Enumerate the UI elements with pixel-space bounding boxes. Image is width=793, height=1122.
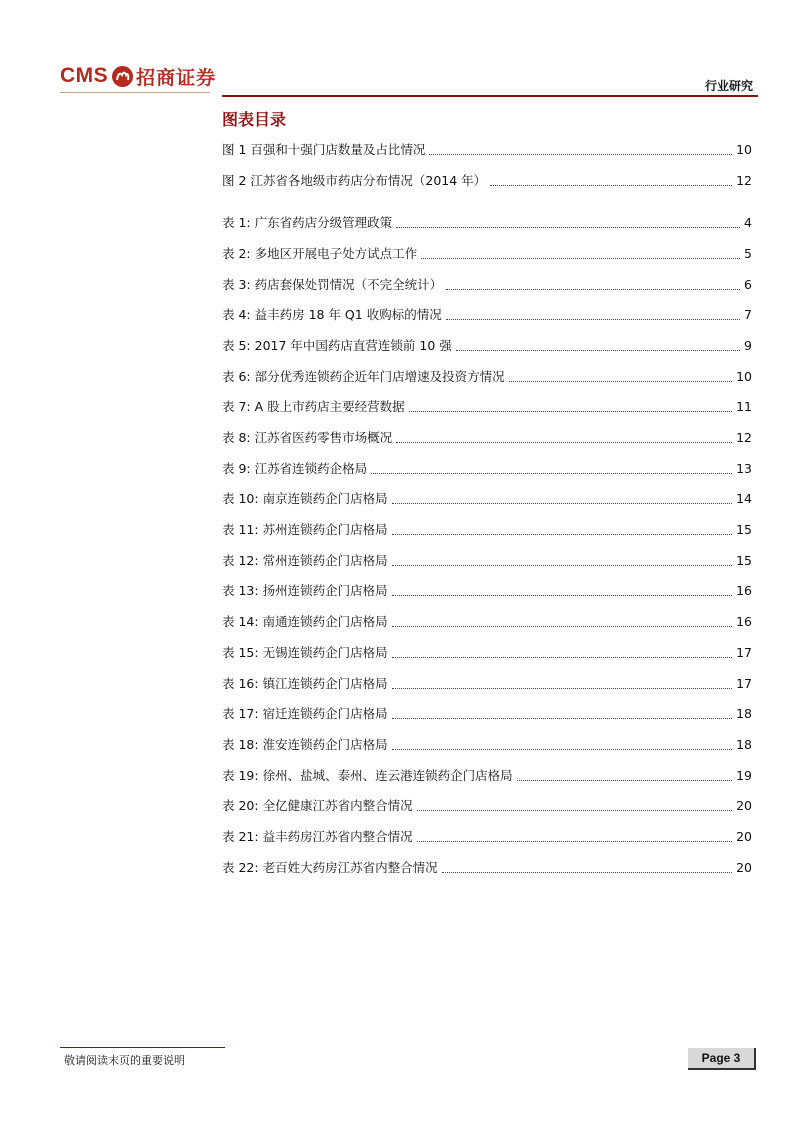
toc-entry-table-4[interactable] (222, 305, 752, 325)
toc-entry-table-21[interactable] (222, 827, 752, 847)
leader-dots (392, 612, 733, 627)
leader-dots (429, 140, 732, 155)
leader-dots (442, 858, 733, 873)
cms-logo (60, 62, 216, 90)
leader-dots (392, 704, 733, 719)
toc-entry-page: 5 (744, 246, 752, 261)
toc-entry-table-6[interactable] (222, 367, 752, 387)
leader-dots (392, 520, 733, 535)
logo-chinese-text: 招商证券 (136, 66, 217, 89)
leader-dots (409, 397, 732, 412)
leader-dots (392, 489, 733, 504)
toc-entry-page: 20 (736, 829, 752, 844)
toc-entry-label: 图 2 江苏省各地级市药店分布情况（2014 年） (222, 173, 487, 188)
leader-dots (392, 551, 733, 566)
leader-dots (490, 171, 732, 186)
toc-entry-label: 表 1: 广东省药店分级管理政策 (222, 215, 393, 230)
toc-entry-label: 表 15: 无锡连锁药企门店格局 (222, 645, 388, 660)
toc-entry-label: 表 5: 2017 年中国药店直营连锁前 10 强 (222, 338, 452, 353)
page-header (0, 0, 793, 100)
toc-entry-label: 表 8: 江苏省医药零售市场概况 (222, 430, 393, 445)
toc-entry-page: 19 (736, 768, 752, 783)
toc-entry-page: 6 (744, 277, 752, 292)
toc-title: 图表目录 (222, 110, 287, 129)
toc-entry-page: 14 (736, 491, 752, 506)
leader-dots (392, 735, 733, 750)
toc-entry-label: 表 18: 淮安连锁药企门店格局 (222, 737, 388, 752)
toc-entry-table-8[interactable] (222, 428, 752, 448)
toc-entry-page: 20 (736, 860, 752, 875)
toc-entry-page: 4 (744, 215, 752, 230)
leader-dots (396, 428, 732, 443)
toc-entry-table-5[interactable] (222, 336, 752, 356)
toc-entry-page: 18 (736, 737, 752, 752)
leader-dots (392, 674, 733, 689)
toc-entry-label: 表 3: 药店套保处罚情况（不完全统计） (222, 277, 443, 292)
leader-dots (392, 643, 733, 658)
toc-entry-figure-1[interactable] (222, 140, 752, 160)
page-number-badge: Page 3 (688, 1048, 756, 1070)
toc-entry-label: 表 10: 南京连锁药企门店格局 (222, 491, 388, 506)
toc-entry-table-12[interactable] (222, 551, 752, 571)
toc-entry-table-14[interactable] (222, 612, 752, 632)
toc-entry-table-17[interactable] (222, 704, 752, 724)
toc-entry-label: 图 1 百强和十强门店数量及占比情况 (222, 142, 426, 157)
toc-entry-table-20[interactable] (222, 796, 752, 816)
toc-entry-page: 13 (736, 461, 752, 476)
toc-entry-label: 表 9: 江苏省连锁药企格局 (222, 461, 368, 476)
toc-entry-page: 15 (736, 553, 752, 568)
leader-dots (421, 244, 740, 259)
toc-entry-page: 16 (736, 614, 752, 629)
toc-entry-page: 7 (744, 307, 752, 322)
toc-entry-label: 表 13: 扬州连锁药企门店格局 (222, 583, 388, 598)
toc-entry-label: 表 21: 益丰药房江苏省内整合情况 (222, 829, 413, 844)
toc-entry-page: 18 (736, 706, 752, 721)
toc-entry-table-15[interactable] (222, 643, 752, 663)
toc-entry-label: 表 7: A 股上市药店主要经营数据 (222, 399, 405, 414)
toc-entry-page: 12 (736, 173, 752, 188)
toc-entry-table-2[interactable] (222, 244, 752, 264)
logo-underline-divider (60, 92, 210, 93)
leader-dots (509, 367, 732, 382)
logo-latin-text: CMS (60, 64, 109, 87)
toc-entry-label: 表 16: 镇江连锁药企门店格局 (222, 676, 388, 691)
toc-entry-label: 表 19: 徐州、盐城、泰州、连云港连锁药企门店格局 (222, 768, 513, 783)
toc-entry-table-13[interactable] (222, 581, 752, 601)
footer-divider (60, 1047, 225, 1048)
leader-dots (517, 766, 733, 781)
leader-dots (396, 213, 740, 228)
toc-entry-table-11[interactable] (222, 520, 752, 540)
toc-entry-table-9[interactable] (222, 459, 752, 479)
toc-entry-label: 表 11: 苏州连锁药企门店格局 (222, 522, 388, 537)
toc-entry-page: 16 (736, 583, 752, 598)
toc-entry-label: 表 17: 宿迁连锁药企门店格局 (222, 706, 388, 721)
toc-entry-label: 表 20: 全亿健康江苏省内整合情况 (222, 798, 413, 813)
toc-entry-page: 10 (736, 369, 752, 384)
leader-dots (456, 336, 740, 351)
leader-dots (446, 275, 740, 290)
toc-entry-table-22[interactable] (222, 858, 752, 878)
leader-dots (392, 581, 733, 596)
toc-entry-label: 表 2: 多地区开展电子处方试点工作 (222, 246, 418, 261)
logo-emblem-icon (112, 66, 133, 87)
leader-dots (371, 459, 732, 474)
toc-entry-table-7[interactable] (222, 397, 752, 417)
toc-entry-label: 表 12: 常州连锁药企门店格局 (222, 553, 388, 568)
toc-entry-table-16[interactable] (222, 674, 752, 694)
toc-entry-page: 10 (736, 142, 752, 157)
disclaimer-note: 敬请阅读末页的重要说明 (64, 1054, 185, 1067)
toc-entry-page: 11 (736, 399, 752, 414)
toc-entry-page: 17 (736, 676, 752, 691)
leader-dots (446, 305, 740, 320)
toc-entry-label: 表 22: 老百姓大药房江苏省内整合情况 (222, 860, 438, 875)
toc-entry-table-1[interactable] (222, 213, 752, 233)
leader-dots (417, 827, 733, 842)
toc-entry-table-18[interactable] (222, 735, 752, 755)
toc-entry-label: 表 14: 南通连锁药企门店格局 (222, 614, 388, 629)
toc-entry-page: 9 (744, 338, 752, 353)
toc-entry-page: 20 (736, 798, 752, 813)
toc-entry-page: 12 (736, 430, 752, 445)
toc-entry-figure-2[interactable] (222, 171, 752, 191)
toc-entry-label: 表 6: 部分优秀连锁药企近年门店增速及投资方情况 (222, 369, 505, 384)
toc-entry-page: 17 (736, 645, 752, 660)
toc-entry-table-19[interactable] (222, 766, 752, 786)
toc-entry-table-3[interactable] (222, 275, 752, 295)
leader-dots (417, 796, 733, 811)
toc-entry-label: 表 4: 益丰药房 18 年 Q1 收购标的情况 (222, 307, 442, 322)
toc-entry-table-10[interactable] (222, 489, 752, 509)
header-divider (222, 95, 758, 97)
section-label: 行业研究 (704, 79, 753, 93)
toc-entry-page: 15 (736, 522, 752, 537)
